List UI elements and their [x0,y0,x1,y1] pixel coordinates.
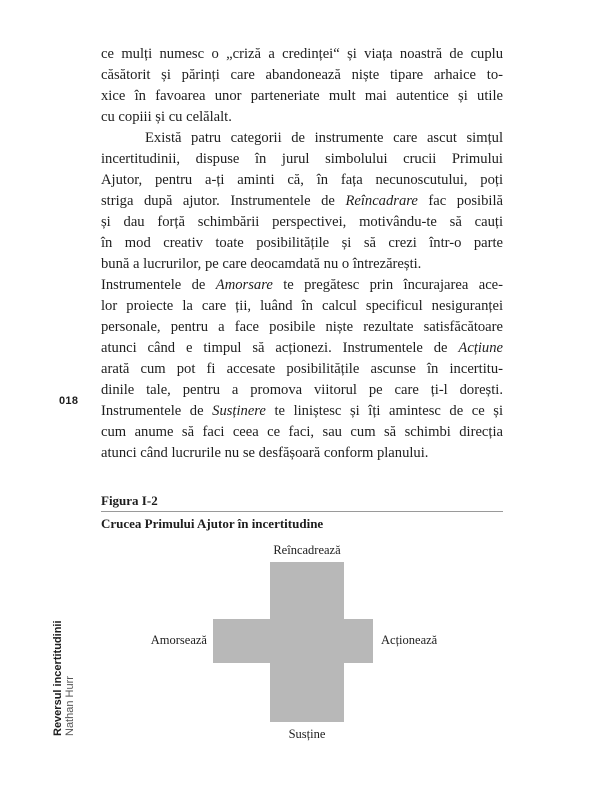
cross-label-bottom: Susține [288,727,326,741]
text-line: Instrumentele de Susținere te liniștesc și îți amintesc de ce și [101,403,503,419]
text-line: bună a lucrurilor, pe care deocamdată nu o întrezărești. [101,256,422,272]
text-line: Ajutor, pentru a-ți aminti că, în fața necunoscutului, poți [101,172,503,188]
running-footer [52,620,76,736]
cross-label-top: Reîncadrează [273,543,341,557]
text-line: Instrumentele de Amorsare te pregătesc prin încurajarea ace- [101,277,504,293]
cross-label-left: Amorsează [150,633,207,647]
text-line: xice în favoarea unor parteneriate mult mai autentice și utile [101,88,503,104]
body-text [101,44,503,464]
text-line: incertitudinii, dispuse în jurul simbolului crucii Primului [101,151,503,167]
text-line: striga după ajutor. Instrumentele de Reîncadrare fac posibilă [101,193,503,209]
text-line: în mod creativ toate posibilitățile și să crezi într-o parte [101,235,503,251]
author-name: Nathan Hurr [64,676,76,736]
page-number: 018 [59,395,79,407]
text-line: arată cum pot fi accesate posibilitățile ascunse în incertitu- [101,361,503,377]
cross-horizontal-bar [213,619,373,663]
text-line: Există patru categorii de instrumente care ascut simțul [145,130,503,146]
text-line: dinile tale, pentru a promova viitorul pe care ți-l dorești. [101,382,503,398]
figure-title: Crucea Primului Ajutor în incertitudine [101,516,324,531]
cross-label-right: Acționează [381,633,438,647]
text-line: și dau forță schimbării perspectivei, motivându-te să cauți [101,214,503,230]
book-title: Reversul incertitudinii [52,620,64,736]
figure-divider [101,511,503,512]
emphasized-term: Reîncadrare [345,193,418,209]
text-line: ce mulți numesc o „criză a credinței“ și viața noastră de cuplu [101,46,503,62]
figure-number: Figura I-2 [101,493,158,508]
text-line: cu copiii și cu celălalt. [101,109,232,125]
text-line: personale, pentru a face posibile niște rezultate satisfăcătoare [101,319,503,335]
emphasized-term: Amorsare [215,277,273,293]
text-line: cum anume să faci ceea ce faci, sau cum să schimbi direcția [101,424,503,440]
emphasized-term: Susținere [212,403,266,419]
text-line: lor proiecte la care ții, luând în calcul specificul nesiguranței [101,298,503,314]
text-line: atunci când lucrurile nu se desfășoară conform planului. [101,445,429,461]
emphasized-term: Acțiune [458,340,503,356]
text-line: căsătorit și părinți care abandonează niște tipare arhaice to- [101,67,503,83]
text-line: atunci când e timpul să acționezi. Instrumentele de Acțiune [101,340,503,356]
